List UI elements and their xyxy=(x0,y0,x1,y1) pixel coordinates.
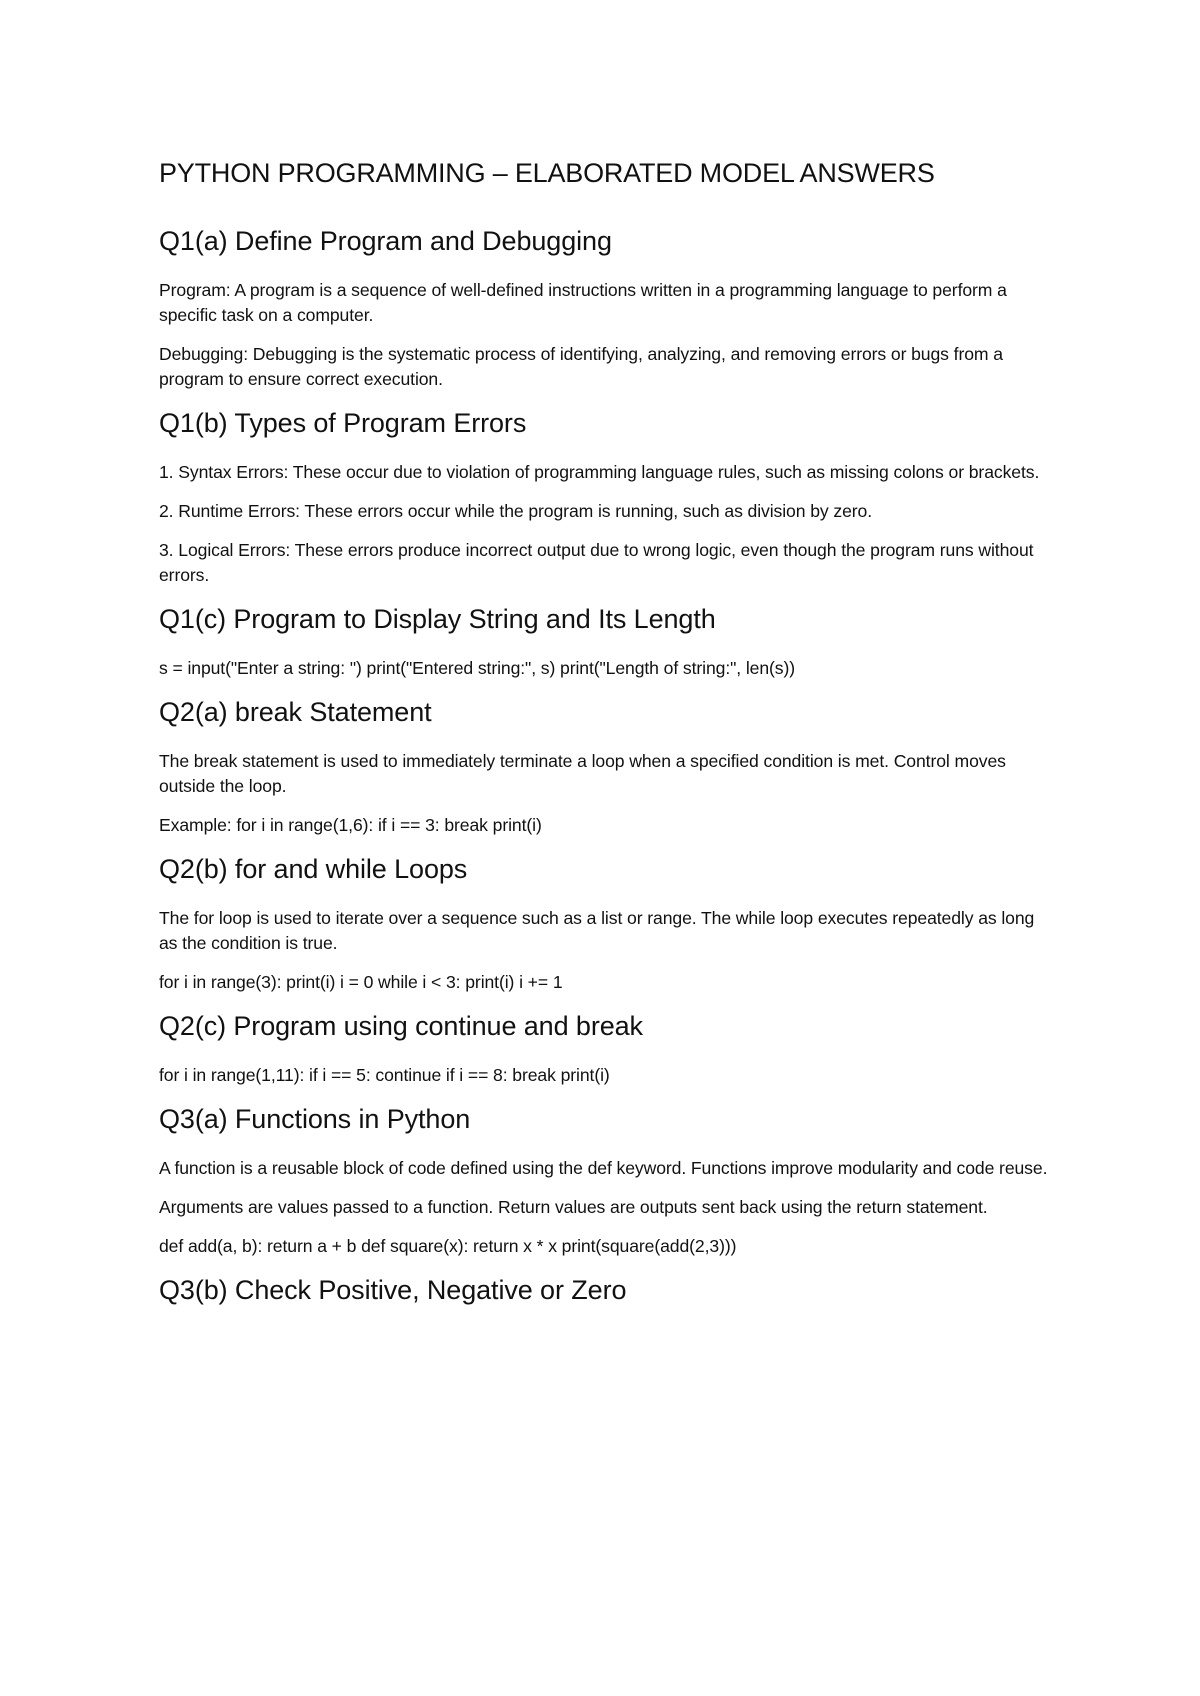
paragraph: 2. Runtime Errors: These errors occur while the program is running, such as division by zero. xyxy=(159,501,872,521)
code-paragraph: def add(a, b): return a + b def square(x): return x * x print(square(add(2,3))) xyxy=(159,1236,737,1256)
section-heading: Q1(c) Program to Display String and Its Length xyxy=(159,604,716,634)
paragraph: A function is a reusable block of code defined using the def keyword. Functions improve modularity and code reuse. xyxy=(159,1158,1048,1178)
section-heading: Q2(c) Program using continue and break xyxy=(159,1011,643,1041)
paragraph: 3. Logical Errors: These errors produce incorrect output due to wrong logic, even though the program runs without errors. xyxy=(159,540,1034,585)
paragraph: Debugging: Debugging is the systematic process of identifying, analyzing, and removing errors or bugs from a program to ensure correct execution. xyxy=(159,344,1003,389)
section-heading: Q3(a) Functions in Python xyxy=(159,1104,471,1134)
section-q2a xyxy=(159,695,1050,838)
section-q3b xyxy=(159,1273,1050,1307)
document-title: PYTHON PROGRAMMING – ELABORATED MODEL ANSWERS xyxy=(159,158,935,188)
paragraph: Program: A program is a sequence of well-defined instructions written in a programming language to perform a specific task on a computer. xyxy=(159,280,1007,325)
code-paragraph: for i in range(3): print(i) i = 0 while i < 3: print(i) i += 1 xyxy=(159,972,563,992)
section-heading: Q1(b) Types of Program Errors xyxy=(159,408,527,438)
paragraph: 1. Syntax Errors: These occur due to violation of programming language rules, such as missing colons or brackets. xyxy=(159,462,1040,482)
code-paragraph: for i in range(1,11): if i == 5: continue if i == 8: break print(i) xyxy=(159,1065,610,1085)
code-paragraph: s = input("Enter a string: ") print("Entered string:", s) print("Length of string:", len(s)) xyxy=(159,658,795,678)
section-q1a xyxy=(159,224,1050,392)
paragraph: The break statement is used to immediately terminate a loop when a specified condition is met. Control moves outside the loop. xyxy=(159,751,1006,796)
paragraph: Arguments are values passed to a function. Return values are outputs sent back using the return statement. xyxy=(159,1197,988,1217)
section-q2c xyxy=(159,1009,1050,1088)
section-heading: Q3(b) Check Positive, Negative or Zero xyxy=(159,1275,627,1305)
paragraph: The for loop is used to iterate over a sequence such as a list or range. The while loop executes repeatedly as long as the condition is true. xyxy=(159,908,1035,953)
section-heading: Q2(b) for and while Loops xyxy=(159,854,468,884)
section-heading: Q1(a) Define Program and Debugging xyxy=(159,226,612,256)
section-q1b xyxy=(159,406,1050,588)
code-paragraph: Example: for i in range(1,6): if i == 3: break print(i) xyxy=(159,815,542,835)
section-q3a xyxy=(159,1102,1050,1259)
section-q1c xyxy=(159,602,1050,681)
section-heading: Q2(a) break Statement xyxy=(159,697,432,727)
section-q2b xyxy=(159,852,1050,995)
